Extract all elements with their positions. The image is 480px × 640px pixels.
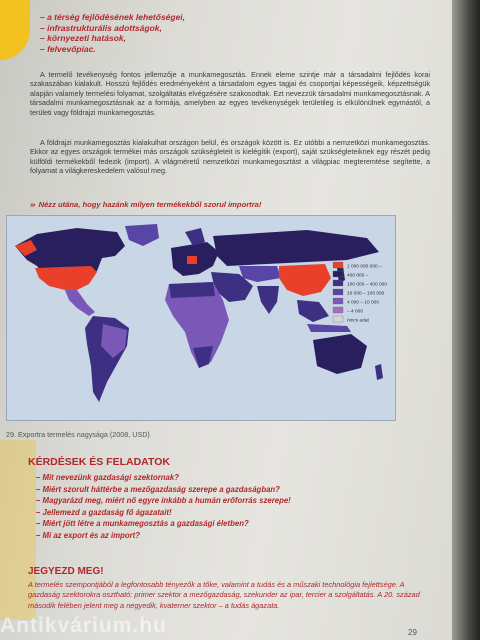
map-region-germany: [187, 256, 197, 264]
legend-swatch: [333, 262, 343, 268]
legend-label: – 4 000: [347, 309, 364, 315]
questions-list: [36, 472, 291, 542]
map-caption: 29. Exportra termelés nagysága (2008, USD): [6, 430, 150, 439]
question-item: – Mi az export és az import?: [36, 530, 140, 540]
legend-swatch: [333, 289, 343, 295]
research-hint: [30, 200, 261, 209]
triple-arrow-icon: ›››: [30, 200, 35, 209]
question-item: – Magyarázd meg, miért nő egyre inkább a humán erőforrás szerepe!: [36, 496, 291, 506]
world-map-svg: [7, 216, 395, 420]
legend-label: 400 000 –: [347, 273, 369, 279]
bullet-item: – felvevőpiac.: [40, 43, 96, 54]
question-item: – Miért szorult háttérbe a mezőgazdaság szerepe a gazdaságban?: [36, 484, 280, 494]
paragraph-international-labour: A földrajzi munkamegosztás kialakulhat országon belül, és országok között is. Ez utóbbi a nemzetközi munkamegosztás. Ekkor az egyes országok termékei más országok szükségleteit is kielégítik (export), saját szükségleteiknek egy részét pedig külföldi termékekből fedezik (import). A világméretű nemzetközi munkamegosztást a világpiac megteremtése segítette, a folyamat a világkereskedelem valósul meg.: [30, 138, 430, 176]
page-number: 29: [408, 628, 417, 637]
hint-text: Nézz utána, hogy hazánk milyen termékekből szorul importra!: [38, 200, 262, 209]
legend-label: 4 000 – 10 000: [347, 300, 380, 306]
watermark: Antikvárium.hu: [0, 614, 167, 637]
question-item: – Mit nevezünk gazdasági szektornak?: [36, 473, 179, 482]
bullet-item: – infrastrukturális adottságok,: [40, 22, 162, 33]
questions-heading: KÉRDÉSEK ÉS FELADATOK: [28, 456, 170, 468]
yellow-corner-decoration: [0, 0, 30, 60]
legend-label: 100 000 – 400 000: [347, 282, 388, 288]
remember-heading: JEGYEZD MEG!: [28, 566, 104, 577]
bullet-item: – a térség fejlődésének lehetőségei,: [40, 12, 186, 22]
world-export-map: [6, 215, 396, 421]
legend-swatch: [333, 316, 343, 322]
legend-swatch: [333, 307, 343, 313]
bullet-item: – környezeti hatások,: [40, 33, 126, 44]
legend-swatch: [333, 271, 343, 277]
question-item: – Jellemezd a gazdaság fő ágazatait!: [36, 507, 172, 517]
legend-label: 10 000 – 100 000: [347, 291, 385, 297]
legend-label: nincs adat: [347, 318, 369, 324]
legend-label: 1 000 000 000 –: [347, 264, 382, 270]
paragraph-division-of-labour: A termelő tevékenység fontos jellemzője a munkamegosztás. Ennek eleme szintje már a társadalmi fejlődés korai szakaszában kialakult. Hosszú fejlődés eredményeként a társadalom egyes tagjai és csoportjai képességeik, képzettségük alapján valamely termelési folyamat, szolgáltatás elvégzésére szakosodtak. Ezt nevezzük társadalmi munkamegosztásnak. A társadalmi munkamegosztásnak az a formája, amelyben az egyes tevékenységek területileg is elkülönülnek egymástól, a területi vagy földrajzi munkamegosztás.: [30, 70, 430, 117]
factor-bullet-list: [40, 12, 185, 54]
remember-text: A termelés szempontjából a legfontosabb tényezők a tőke, valamint a tudás és a műszaki technológia fejlettsége. A gazdaság szektorokra osztható: primer szektor a mezőgazdaság, szekunder az ipar, tercier a szolgáltatás. A 20. század második felében jelent meg a negyedik, kvaterner szektor – a tudás ágazata.: [28, 580, 420, 610]
map-region-north-africa: [169, 282, 215, 298]
legend-swatch: [333, 298, 343, 304]
book-spine: [452, 0, 480, 640]
legend-swatch: [333, 280, 343, 286]
question-item: – Miért jött létre a munkamegosztás a gazdasági életben?: [36, 519, 249, 529]
